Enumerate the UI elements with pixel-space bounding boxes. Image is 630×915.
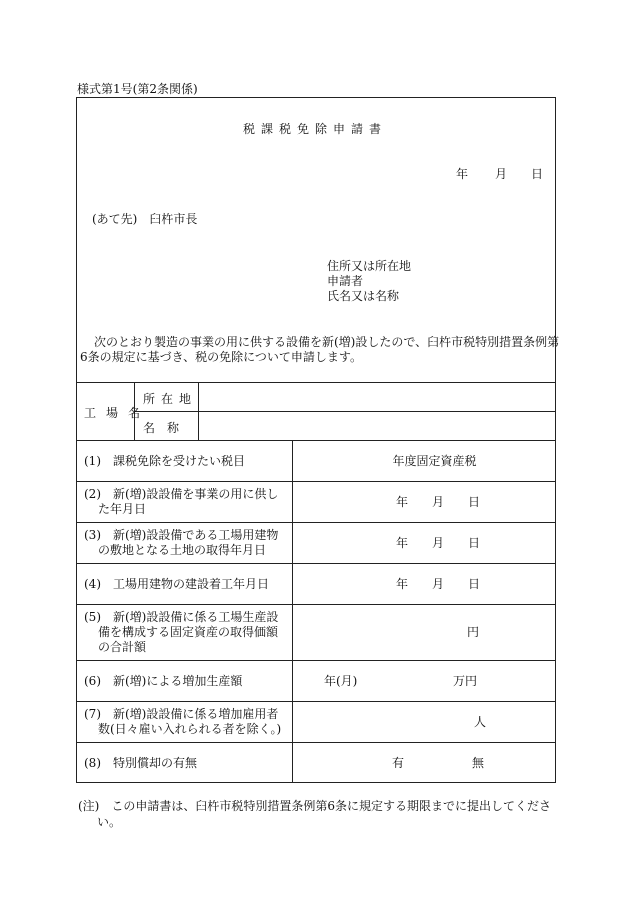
row-3-label-2: の敷地となる土地の取得年月日	[98, 543, 267, 557]
row-line	[76, 604, 556, 605]
row-1-value: 年度固定資産税	[392, 454, 477, 468]
row-line	[76, 481, 556, 482]
row-2-label-2: た年月日	[98, 502, 147, 516]
row-5-label-1: 新(増)設設備に係る工場生産設	[113, 610, 279, 624]
row-8-value-yes: 有	[392, 756, 405, 770]
factory-label: 工場名	[84, 406, 151, 420]
row-line	[76, 660, 556, 661]
row-8-num: (8)	[84, 756, 101, 770]
row-7-label-2: 数(日々雇い入れられる者を除く。)	[98, 722, 282, 736]
row-3-value: 年 月 日	[396, 536, 481, 550]
applicant-name-label: 氏名又は名称	[327, 289, 400, 303]
table-top-line	[76, 382, 556, 383]
value-column-divider	[292, 440, 293, 783]
applicant-address-label: 住所又は所在地	[327, 259, 412, 273]
row-4-label: 工場用建物の建設着工年月日	[113, 577, 270, 591]
row-line	[76, 563, 556, 564]
row-2-num: (2)	[84, 487, 101, 501]
row-1-num: (1)	[84, 454, 101, 468]
row-6-label: 新(増)による増加生産額	[113, 674, 243, 688]
factory-mid-line	[134, 411, 556, 412]
intro-line-1: 次のとおり製造の事業の用に供する設備を新(増)設したので、臼杵市税特別措置条例第	[94, 335, 560, 349]
row-3-label-1: 新(増)設設備である工場用建物	[113, 528, 279, 542]
row-line	[76, 440, 556, 441]
date-month: 月	[495, 167, 508, 181]
row-6-num: (6)	[84, 674, 101, 688]
row-4-value: 年 月 日	[396, 577, 481, 591]
factory-name-label: 名 称	[143, 421, 180, 435]
row-5-label-3: の合計額	[98, 640, 147, 654]
row-3-num: (3)	[84, 528, 101, 542]
row-6-value-period: 年(月)	[324, 674, 358, 688]
factory-location-label: 所在地	[143, 392, 198, 406]
note-line-2: い。	[97, 815, 122, 829]
addressee: (あて先) 臼杵市長	[92, 212, 198, 226]
row-2-label-1: 新(増)設設備を事業の用に供し	[113, 487, 279, 501]
row-line	[76, 701, 556, 702]
row-5-num: (5)	[84, 610, 101, 624]
applicant-label: 申請者	[327, 274, 364, 288]
date-day: 日	[531, 167, 544, 181]
form-title: 税課税免除申請書	[242, 122, 387, 136]
row-7-value: 人	[474, 715, 487, 729]
row-line	[76, 522, 556, 523]
row-8-label: 特別償却の有無	[113, 756, 198, 770]
row-7-num: (7)	[84, 707, 101, 721]
row-6-value-unit: 万円	[453, 674, 478, 688]
form-label: 様式第1号(第2条関係)	[77, 82, 198, 96]
row-2-value: 年 月 日	[396, 495, 481, 509]
row-1-label: 課税免除を受けたい税目	[113, 454, 246, 468]
row-5-label-2: 備を構成する固定資産の取得価額	[98, 625, 279, 639]
row-line	[76, 742, 556, 743]
row-7-label-1: 新(増)設設備に係る増加雇用者	[113, 707, 279, 721]
row-4-num: (4)	[84, 577, 101, 591]
intro-line-2: 6条の規定に基づき、税の免除について申請します。	[80, 350, 362, 364]
date-year: 年	[456, 167, 469, 181]
note-line-1: (注) この申請書は、臼杵市税特別措置条例第6条に規定する期限までに提出してくださ	[78, 799, 552, 813]
row-8-value-no: 無	[472, 756, 485, 770]
row-5-value: 円	[467, 625, 480, 639]
